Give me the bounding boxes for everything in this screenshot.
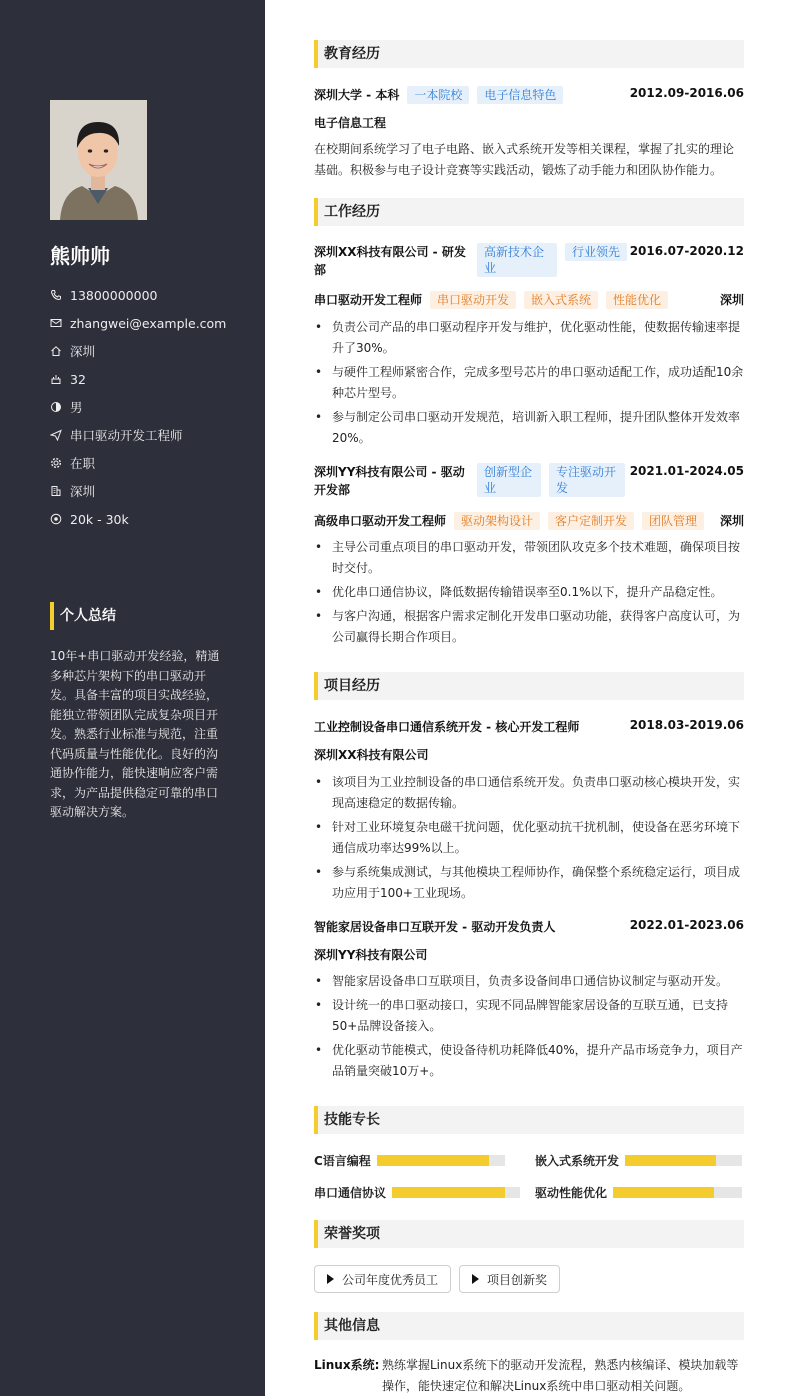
list-item: • 智能家居设备串口互联项目，负责多设备间串口通信协议制定与驱动开发。 (314, 971, 744, 992)
list-item: • 优化驱动节能模式，使设备待机功耗降低40%，提升产品市场竞争力，项目产品销量突破10万+。 (314, 1040, 744, 1082)
city-text: 深圳 (70, 344, 96, 359)
building-icon (50, 485, 62, 497)
target-city-text: 深圳 (70, 484, 96, 499)
project-company-row (314, 946, 744, 963)
job-city: 深圳 (719, 293, 744, 307)
age-text: 32 (70, 371, 86, 387)
skill-bar-fill (613, 1187, 714, 1198)
skill-name: 嵌入式系统开发 (535, 1154, 620, 1168)
skill-bar (377, 1155, 505, 1166)
skill-bar (392, 1187, 520, 1198)
project-name: 工业控制设备串口通信系统开发 - 核心开发工程师 (314, 720, 580, 734)
skill-name: 驱动性能优化 (535, 1186, 608, 1200)
status-text: 在职 (70, 456, 96, 471)
gender-text: 男 (70, 400, 83, 415)
job-bullets (314, 317, 744, 452)
phone-text: 13800000000 (70, 287, 158, 303)
skill-bar-fill (392, 1187, 505, 1198)
list-item: • 优化串口通信协议，降低数据传输错误率至0.1%以下，提升产品稳定性。 (314, 582, 744, 603)
project-header (314, 918, 744, 935)
skill-item (535, 1184, 742, 1201)
award-badge (314, 1265, 451, 1293)
send-icon (50, 429, 62, 441)
project-company: 深圳XX科技有限公司 (314, 748, 429, 762)
job-role-row (314, 291, 744, 309)
education-major-row (314, 114, 744, 131)
company-tag: 高新技术企业 (477, 243, 557, 277)
education-header (314, 86, 744, 104)
section-title-other: 其他信息 (314, 1312, 744, 1340)
company-tag: 创新型企业 (477, 463, 541, 497)
other-info-text: 熟练掌握Linux系统下的驱动开发流程，熟悉内核编译、模块加载等操作，能快速定位和解决Linux系统中串口驱动相关问题。 (382, 1358, 739, 1393)
list-item: • 针对工业环境复杂电磁干扰问题，优化驱动抗干扰机制，使设备在恶劣环境下通信成功率达99%以上。 (314, 817, 744, 859)
project-name: 智能家居设备串口互联开发 - 驱动开发负责人 (314, 920, 556, 934)
info-age (50, 365, 250, 393)
job-date: 2016.07-2020.12 (629, 244, 744, 258)
skill-bar-fill (625, 1155, 716, 1166)
candidate-name: 熊帅帅 (50, 244, 110, 268)
skill-bar (613, 1187, 742, 1198)
section-title-education: 教育经历 (314, 40, 744, 68)
info-city (50, 337, 250, 365)
avatar-photo (50, 100, 147, 220)
award-badge (459, 1265, 560, 1293)
play-icon (472, 1274, 479, 1284)
info-target-city (50, 477, 250, 505)
salary-text: 20k - 30k (70, 511, 129, 527)
skill-tag: 性能优化 (606, 291, 668, 309)
company-tag: 行业领先 (565, 243, 627, 261)
skill-name: 串口通信协议 (314, 1186, 387, 1200)
other-info-row (314, 1355, 744, 1396)
school-name: 深圳大学 - 本科 (314, 88, 400, 102)
company-tag: 专注驱动开发 (549, 463, 625, 497)
job-role-row (314, 512, 744, 530)
list-item: • 主导公司重点项目的串口驱动开发，带领团队攻克多个技术难题，确保项目按时交付。 (314, 537, 744, 579)
skill-item (314, 1184, 520, 1201)
skill-name: C语言编程 (314, 1154, 371, 1168)
project-header (314, 718, 744, 735)
money-icon (50, 513, 62, 525)
phone-icon (50, 289, 62, 301)
gender-icon (50, 401, 62, 413)
project-date: 2018.03-2019.06 (629, 718, 744, 732)
list-item: • 负责公司产品的串口驱动程序开发与维护，优化驱动性能，使数据传输速率提升了30%。 (314, 317, 744, 359)
skill-tag: 串口驱动开发 (430, 291, 516, 309)
skill-tag: 客户定制开发 (548, 512, 634, 530)
job-bullets (314, 537, 744, 651)
project-company: 深圳YY科技有限公司 (314, 948, 428, 962)
mail-icon (50, 317, 62, 329)
section-title-awards: 荣誉奖项 (314, 1220, 744, 1248)
skill-bar-fill (377, 1155, 490, 1166)
skill-tag: 嵌入式系统 (524, 291, 598, 309)
play-icon (327, 1274, 334, 1284)
info-gender (50, 393, 250, 421)
education-tag: 电子信息特色 (477, 86, 563, 104)
cake-icon (50, 373, 62, 385)
section-title-projects: 项目经历 (314, 672, 744, 700)
job-header (314, 243, 744, 279)
job-company: 深圳XX科技有限公司 - 研发部 (314, 245, 466, 277)
email-text: zhangwei@example.com (70, 315, 227, 331)
section-title-skills: 技能专长 (314, 1106, 744, 1134)
info-email (50, 309, 250, 337)
job-role: 高级串口驱动开发工程师 (314, 514, 447, 528)
job-company: 深圳YY科技有限公司 - 驱动开发部 (314, 465, 465, 497)
job-city: 深圳 (719, 514, 744, 528)
job-date: 2021.01-2024.05 (629, 464, 744, 478)
info-status (50, 449, 250, 477)
job-header (314, 463, 744, 499)
other-info-label: Linux系统: (314, 1358, 380, 1372)
info-phone (50, 281, 250, 309)
job-role: 串口驱动开发工程师 (314, 293, 423, 307)
project-bullets (314, 772, 744, 907)
skill-item (314, 1152, 505, 1169)
list-item: • 与硬件工程师紧密合作，完成多型号芯片的串口驱动适配工作，成功适配10余种芯片型号。 (314, 362, 744, 404)
skill-item (535, 1152, 742, 1169)
education-tag: 一本院校 (407, 86, 469, 104)
home-icon (50, 345, 62, 357)
award-label: 公司年度优秀员工 (342, 1272, 439, 1287)
skill-tag: 团队管理 (642, 512, 704, 530)
skill-bar (625, 1155, 742, 1166)
gear-icon (50, 457, 62, 469)
education-major: 电子信息工程 (314, 116, 387, 130)
skill-tag: 驱动架构设计 (454, 512, 540, 530)
project-company-row (314, 746, 744, 763)
list-item: • 参与系统集成测试，与其他模块工程师协作，确保整个系统稳定运行，项目成功应用于100+工业现场。 (314, 862, 744, 904)
sidebar (0, 0, 265, 1396)
position-text: 串口驱动开发工程师 (70, 428, 183, 443)
project-date: 2022.01-2023.06 (629, 918, 744, 932)
summary-title: 个人总结 (50, 602, 116, 630)
project-bullets (314, 971, 744, 1085)
section-title-work: 工作经历 (314, 198, 744, 226)
list-item: • 参与制定公司串口驱动开发规范，培训新入职工程师，提升团队整体开发效率20%。 (314, 407, 744, 449)
education-desc: 在校期间系统学习了电子电路、嵌入式系统开发等相关课程，掌握了扎实的理论基础。积极参与电子设计竞赛等实践活动，锻炼了动手能力和团队协作能力。 (314, 142, 735, 177)
summary-text: 10年+串口驱动开发经验，精通多种芯片架构下的串口驱动开发。具备丰富的项目实战经验，能独立带领团队完成复杂项目开发。熟悉行业标准与规范，注重代码质量与性能优化。良好的沟通协作能力，能快速响应客户需求，为产品提供稳定可靠的串口驱动解决方案。 (50, 649, 220, 819)
award-label: 项目创新奖 (487, 1272, 548, 1287)
info-position (50, 421, 250, 449)
list-item: • 该项目为工业控制设备的串口通信系统开发。负责串口驱动核心模块开发，实现高速稳定的数据传输。 (314, 772, 744, 814)
info-salary (50, 505, 250, 533)
contact-info-list (50, 281, 250, 533)
list-item: • 设计统一的串口驱动接口，实现不同品牌智能家居设备的互联互通，已支持50+品牌设备接入。 (314, 995, 744, 1037)
list-item: • 与客户沟通，根据客户需求定制化开发串口驱动功能，获得客户高度认可，为公司赢得长期合作项目。 (314, 606, 744, 648)
education-date: 2012.09-2016.06 (629, 86, 744, 100)
